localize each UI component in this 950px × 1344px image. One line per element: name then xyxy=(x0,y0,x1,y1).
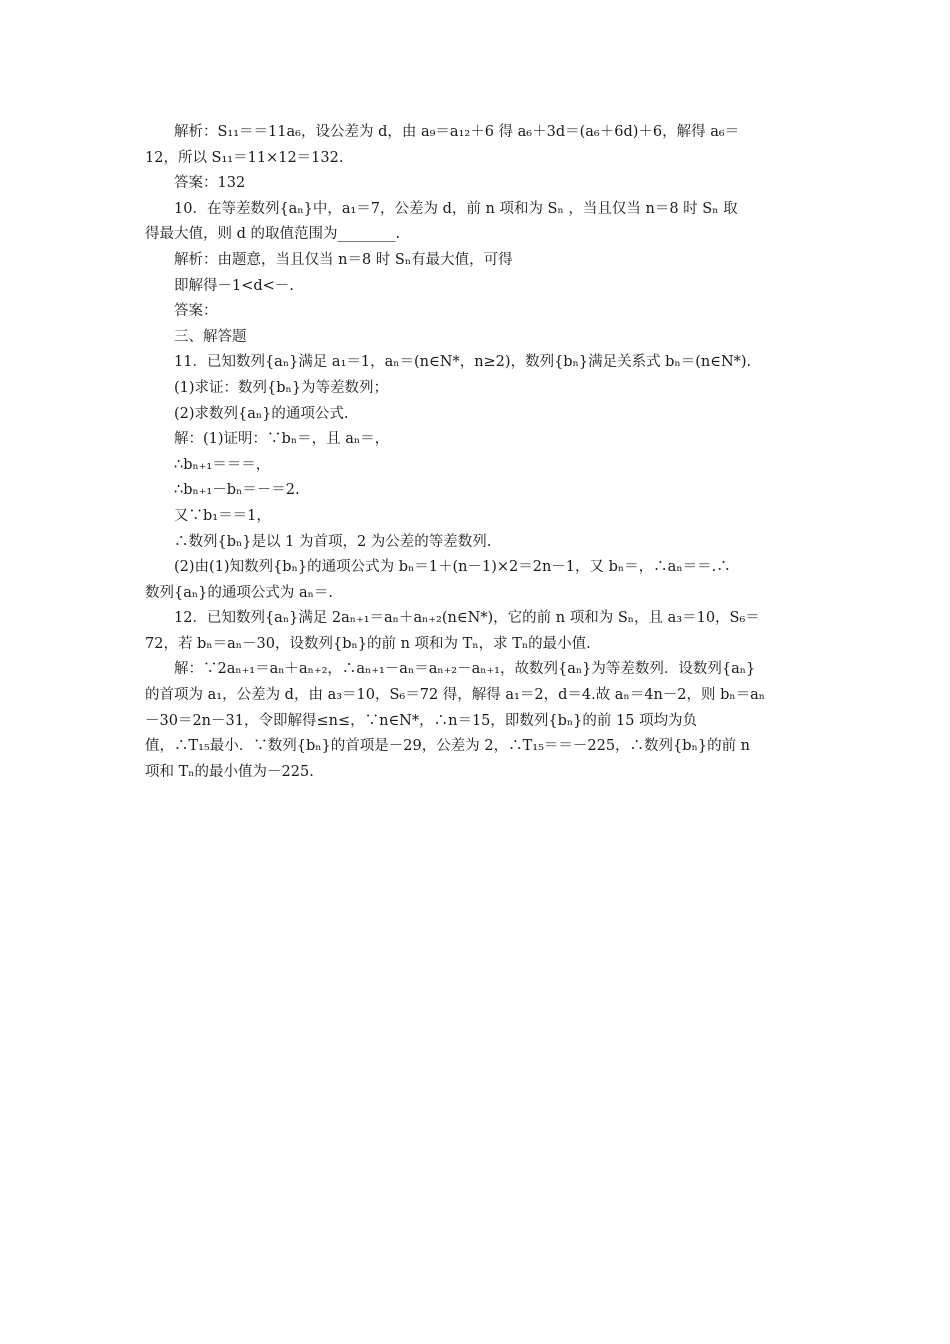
text-line: 答案： xyxy=(174,303,218,320)
text-line: 12．已知数列{aₙ}满足 2aₙ₊₁＝aₙ＋aₙ₊₂(n∈N*)，它的前 n 项和为 Sₙ，且 a₃＝10，S₆＝ xyxy=(174,610,760,627)
text-line: 项和 Tₙ的最小值为－225. xyxy=(145,763,314,780)
text-line: 解析：由题意，当且仅当 n＝8 时 Sₙ有最大值，可得 xyxy=(174,251,513,268)
text-line: 又∵b₁＝＝1， xyxy=(174,507,271,524)
text-line: 11．已知数列{aₙ}满足 a₁＝1，aₙ＝(n∈N*，n≥2)，数列{bₙ}满足关系式 bₙ＝(n∈N*). xyxy=(174,354,752,371)
text-line: －30＝2n－31，令即解得≤n≤，∵n∈N*，∴n＝15，即数列{bₙ}的前 15 项均为负 xyxy=(145,712,698,729)
text-line: (2)由(1)知数列{bₙ}的通项公式为 bₙ＝1＋(n－1)×2＝2n－1，又 bₙ＝，∴aₙ＝＝.∴ xyxy=(174,559,731,576)
text-line: ∴数列{bₙ}是以 1 为首项，2 为公差的等差数列. xyxy=(174,533,492,550)
document-body xyxy=(145,120,811,785)
text-line: ∴bₙ₊₁－bₙ＝－＝2. xyxy=(174,482,300,499)
text-line: 解析：S₁₁＝＝11a₆，设公差为 d，由 a₉＝a₁₂＋6 得 a₆＋3d＝(a₆＋6d)＋6，解得 a₆＝ xyxy=(174,124,740,140)
text-line: ∴bₙ₊₁＝＝＝， xyxy=(174,456,271,473)
text-line: (2)求数列{aₙ}的通项公式. xyxy=(174,405,349,422)
text-line: 即解得－1<d<－. xyxy=(174,277,294,294)
text-line: 答案：132 xyxy=(174,175,246,192)
text-line: 得最大值，则 d 的取值范围为________. xyxy=(145,226,401,243)
text-line: 值，∴T₁₅最小．∵数列{bₙ}的首项是－29，公差为 2，∴T₁₅＝＝－225，∴数列{bₙ}的前 n xyxy=(145,738,751,755)
text-line: 的首项为 a₁，公差为 d，由 a₃＝10，S₆＝72 得，解得 a₁＝2，d＝4.故 aₙ＝4n－2，则 bₙ＝aₙ xyxy=(145,687,766,704)
text-line: 72，若 bₙ＝aₙ－30，设数列{bₙ}的前 n 项和为 Tₙ，求 Tₙ的最小值. xyxy=(145,635,591,652)
text-line: 数列{aₙ}的通项公式为 aₙ＝. xyxy=(145,584,334,601)
section-heading: 三、解答题 xyxy=(174,328,247,345)
text-line: 12，所以 S₁₁＝11×12＝132. xyxy=(145,149,344,166)
text-line: 10．在等差数列{aₙ}中，a₁＝7，公差为 d，前 n 项和为 Sₙ ，当且仅当 n＝8 时 Sₙ 取 xyxy=(174,200,738,217)
text-line: (1)求证：数列{bₙ}为等差数列； xyxy=(174,379,389,396)
text-line: 解：∵2aₙ₊₁＝aₙ＋aₙ₊₂，∴aₙ₊₁－aₙ＝aₙ₊₂－aₙ₊₁，故数列{aₙ}为等差数列．设数列{aₙ} xyxy=(174,661,756,678)
text-line: 解：(1)证明：∵bₙ＝，且 aₙ＝， xyxy=(174,431,390,448)
